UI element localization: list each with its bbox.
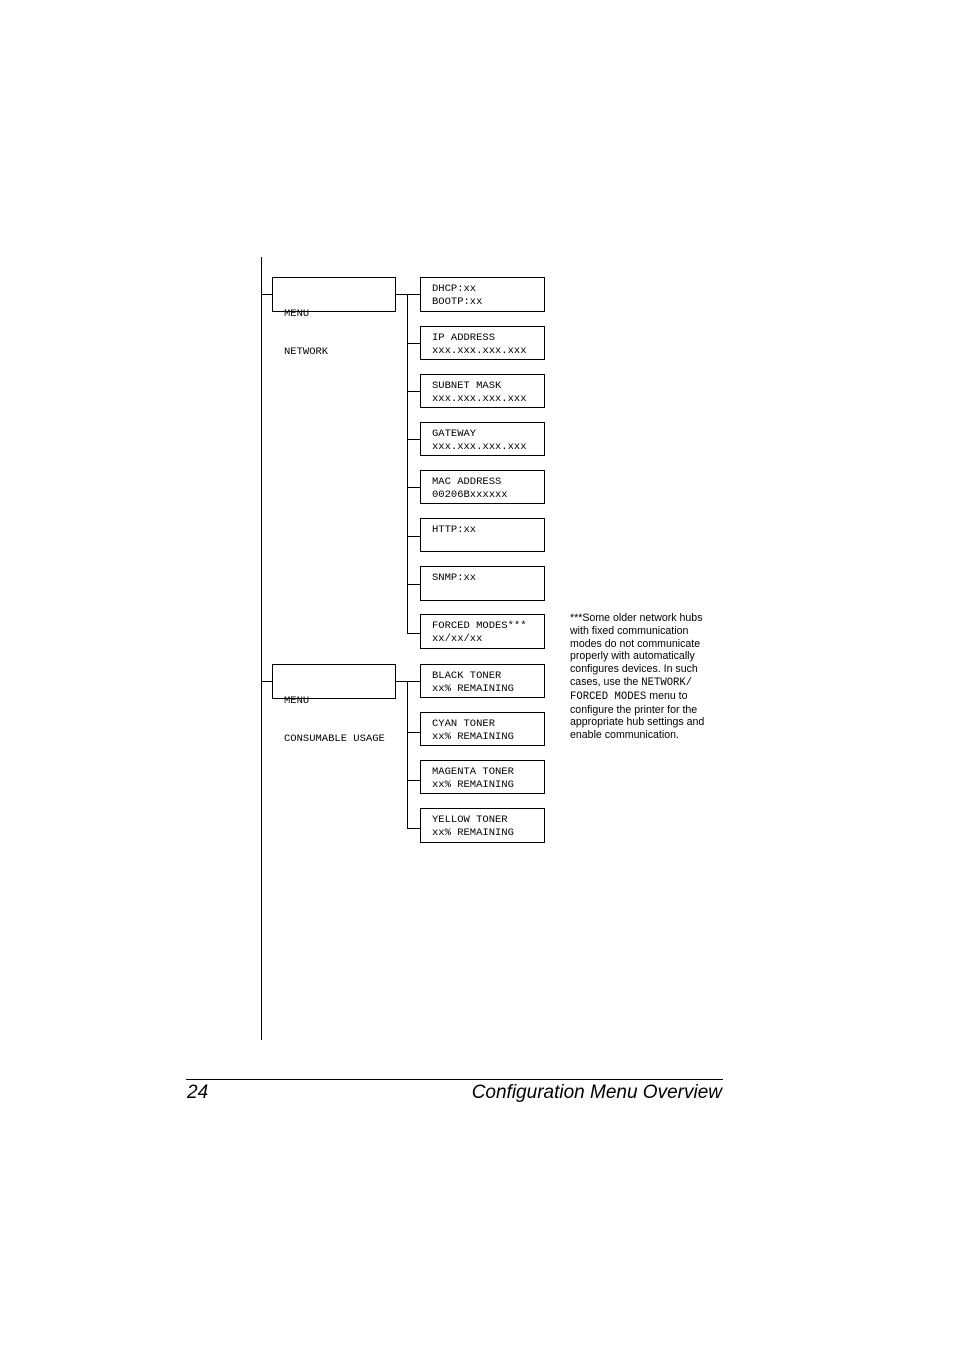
footnote-menu-path: NETWORK/ FORCED MODES: [570, 676, 693, 703]
submenu-box-dhcp-bootp: [420, 277, 545, 312]
connector-line: [407, 780, 420, 781]
menu-label-line2: NETWORK: [284, 345, 329, 358]
item-line1: IP ADDRESS: [432, 332, 496, 344]
submenu-box-subnet-mask: [420, 374, 545, 408]
item-line2: xx% REMAINING: [432, 682, 514, 695]
item-line2: xx% REMAINING: [432, 826, 514, 839]
item-line1: HTTP:xx: [432, 524, 477, 536]
connector-line: [407, 732, 420, 733]
item-line2: BOOTP:xx: [432, 295, 483, 308]
submenu-box-forced-modes: [420, 614, 545, 649]
page-number: 24: [187, 1082, 209, 1103]
submenu-box-yellow-toner: [420, 808, 545, 843]
connector-line: [407, 633, 420, 634]
menu-label-line2: CONSUMABLE USAGE: [284, 732, 385, 745]
item-line2: xx/xx/xx: [432, 632, 483, 645]
connector-line: [396, 681, 420, 682]
menu-label-line1: MENU: [284, 695, 310, 707]
section-title: Configuration Menu Overview: [471, 1082, 722, 1103]
menu-label-line1: MENU: [284, 308, 310, 320]
connector-line: [407, 828, 420, 829]
item-line1: SUBNET MASK: [432, 380, 502, 392]
connector-line: [396, 294, 420, 295]
connector-line: [407, 439, 420, 440]
item-line1: MAGENTA TONER: [432, 766, 514, 778]
item-line2: xx% REMAINING: [432, 730, 514, 743]
submenu-box-cyan-toner: [420, 712, 545, 746]
branch-line: [407, 294, 408, 634]
item-line1: DHCP:xx: [432, 283, 477, 295]
submenu-box-mac-address: [420, 470, 545, 504]
submenu-box-snmp: [420, 566, 545, 601]
item-line2: xxx.xxx.xxx.xxx: [432, 344, 527, 357]
item-line1: BLACK TONER: [432, 670, 502, 682]
branch-line: [407, 681, 408, 829]
item-line1: FORCED MODES***: [432, 620, 527, 632]
submenu-box-ip-address: [420, 326, 545, 360]
item-line2: xx% REMAINING: [432, 778, 514, 791]
menu-box-consumable-usage: [272, 664, 396, 745]
submenu-box-gateway: [420, 422, 545, 456]
submenu-box-magenta-toner: [420, 760, 545, 794]
item-line1: SNMP:xx: [432, 572, 477, 584]
footnote-text-end: menu to configure the printer for the appropriate hub settings and enable communication.: [570, 689, 705, 742]
connector-line: [407, 536, 420, 537]
tree-trunk-line: [261, 257, 262, 1040]
connector-line: [407, 343, 420, 344]
connector-line: [261, 294, 272, 295]
item-line2: 00206Bxxxxxx: [432, 488, 508, 501]
item-line1: MAC ADDRESS: [432, 476, 502, 488]
menu-box-network: [272, 277, 396, 358]
item-line1: CYAN TONER: [432, 718, 496, 730]
connector-line: [407, 584, 420, 585]
connector-line: [261, 681, 272, 682]
item-line1: YELLOW TONER: [432, 814, 508, 826]
submenu-box-black-toner: [420, 664, 545, 698]
connector-line: [407, 487, 420, 488]
item-line2: xxx.xxx.xxx.xxx: [432, 392, 527, 405]
footnote-text-start: ***Some older network hubs with fixed communication modes do not communicate properly with automatically configures devices. In such cases, use the: [570, 612, 703, 688]
footer-rule: [186, 1079, 723, 1080]
item-line1: GATEWAY: [432, 428, 477, 440]
submenu-box-http: [420, 518, 545, 552]
forced-modes-footnote: [570, 612, 720, 742]
item-line2: xxx.xxx.xxx.xxx: [432, 440, 527, 453]
connector-line: [407, 391, 420, 392]
